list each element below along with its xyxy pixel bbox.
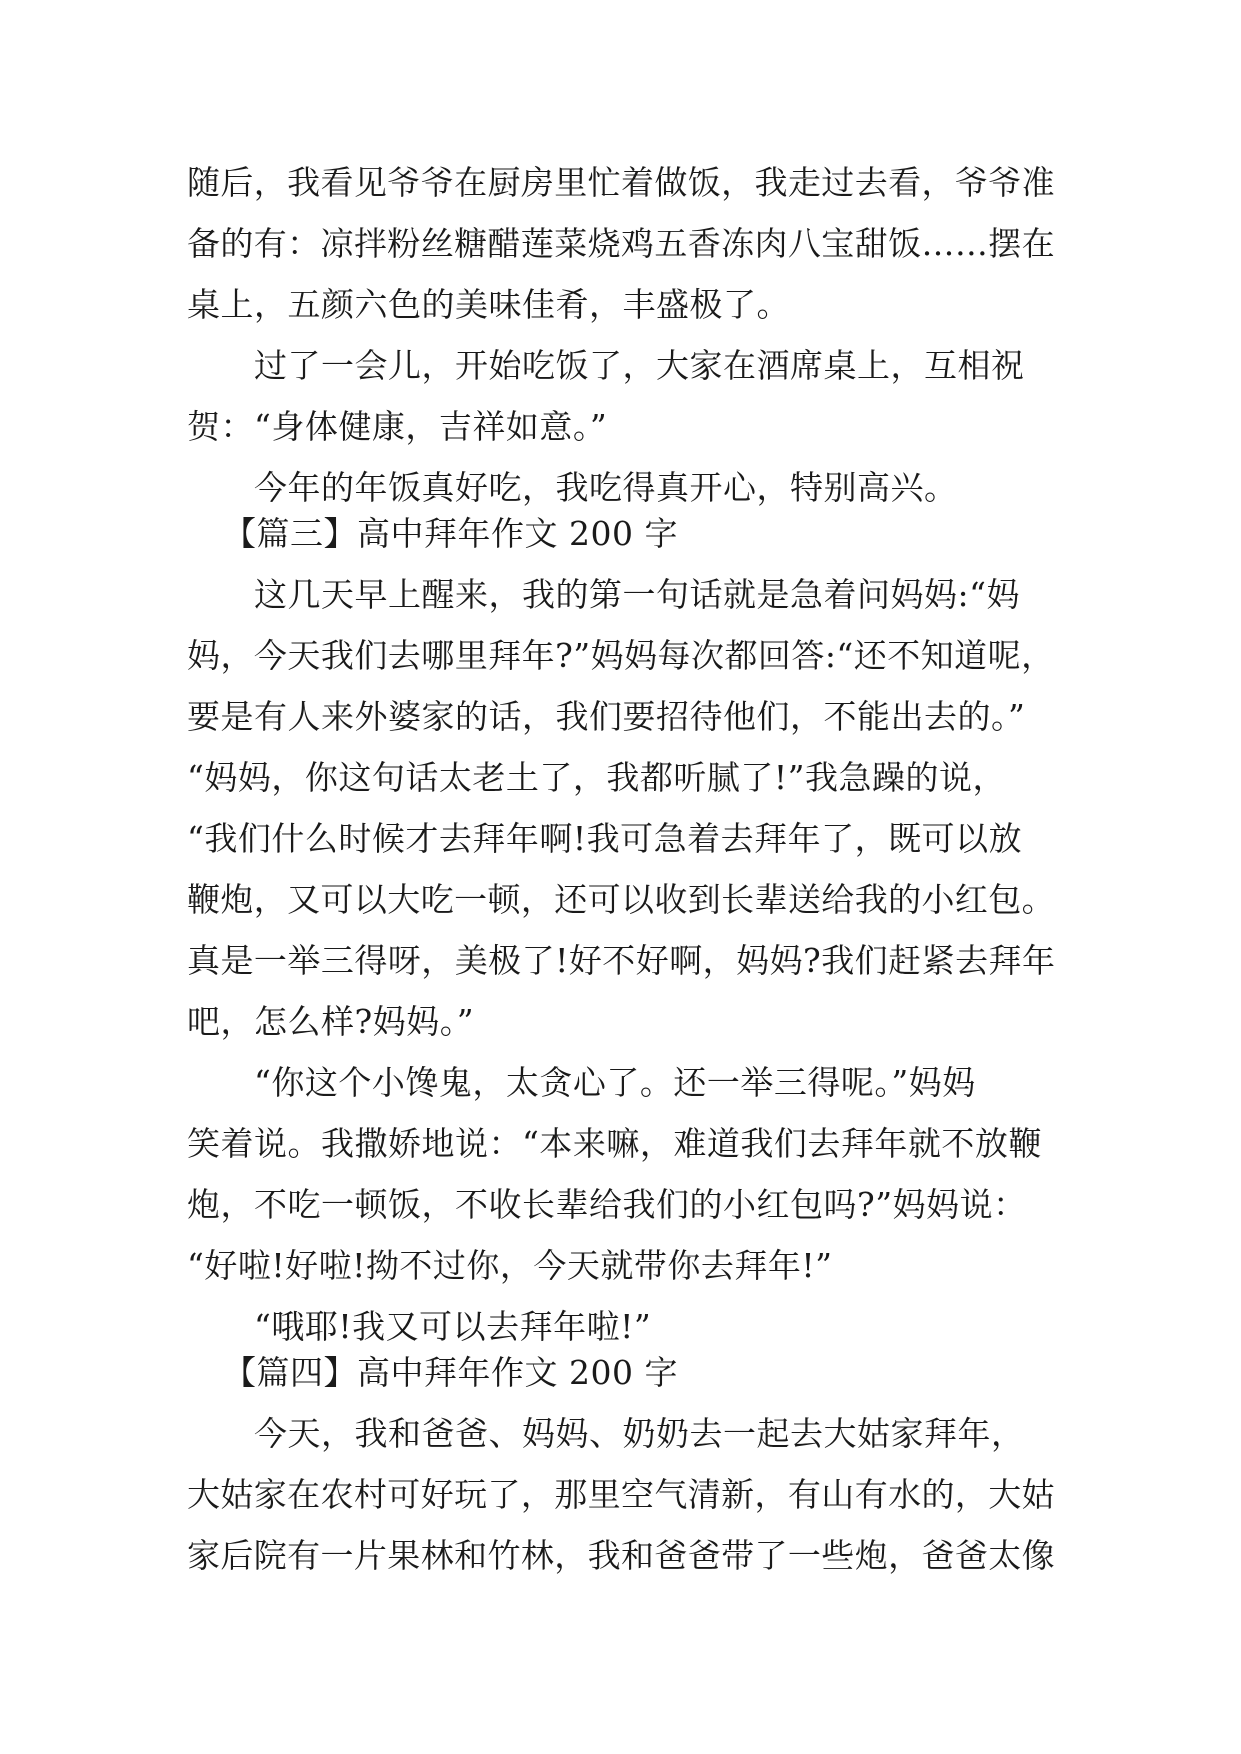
- text-line: 家后院有一片果林和竹林，我和爸爸带了一些炮，爸爸太像: [187, 1536, 1055, 1575]
- text-line: “妈妈，你这句话太老土了，我都听腻了!”我急躁的说，: [187, 758, 1007, 797]
- section-heading: 【篇三】高中拜年作文 200 字: [223, 514, 678, 553]
- text-line: 这几天早上醒来，我的第一句话就是急着问妈妈:“妈: [187, 575, 1020, 614]
- text-line: 笑着说。我撒娇地说：“本来嘛，难道我们去拜年就不放鞭: [187, 1124, 1042, 1163]
- text-line: “你这个小馋鬼，太贪心了。还一举三得呢。”妈妈: [187, 1063, 976, 1102]
- text-line: 大姑家在农村可好玩了，那里空气清新，有山有水的，大姑: [187, 1475, 1055, 1514]
- text-line: “哦耶!我又可以去拜年啦!”: [187, 1307, 652, 1346]
- text-line: 妈，今天我们去哪里拜年?”妈妈每次都回答:“还不知道呢，: [187, 636, 1055, 675]
- text-line: 今天，我和爸爸、妈妈、奶奶去一起去大姑家拜年，: [187, 1414, 1025, 1453]
- text-line: “我们什么时候才去拜年啊!我可急着去拜年了，既可以放: [187, 819, 1023, 858]
- section-heading: 【篇四】高中拜年作文 200 字: [223, 1353, 678, 1392]
- text-line: 过了一会儿，开始吃饭了，大家在酒席桌上，互相祝: [187, 346, 1025, 385]
- text-line: 贺：“身体健康，吉祥如意。”: [187, 407, 608, 446]
- text-line: 鞭炮，又可以大吃一顿，还可以收到长辈送给我的小红包。: [187, 880, 1055, 919]
- text-line: 今年的年饭真好吃，我吃得真开心，特别高兴。: [187, 468, 958, 507]
- text-line: 桌上，五颜六色的美味佳肴，丰盛极了。: [187, 285, 790, 324]
- text-line: 炮，不吃一顿饭，不收长辈给我们的小红包吗?”妈妈说：: [187, 1185, 1027, 1224]
- text-line: “好啦!好啦!拗不过你，今天就带你去拜年!”: [187, 1246, 833, 1285]
- text-line: 随后，我看见爷爷在厨房里忙着做饭，我走过去看，爷爷准: [187, 163, 1055, 202]
- text-line: 吧，怎么样?妈妈。”: [187, 1002, 475, 1041]
- text-line: 备的有：凉拌粉丝糖醋莲菜烧鸡五香冻肉八宝甜饭……摆在: [187, 224, 1055, 263]
- text-line: 要是有人来外婆家的话，我们要招待他们，不能出去的。”: [187, 697, 1026, 736]
- text-line: 真是一举三得呀，美极了!好不好啊，妈妈?我们赶紧去拜年: [187, 941, 1056, 980]
